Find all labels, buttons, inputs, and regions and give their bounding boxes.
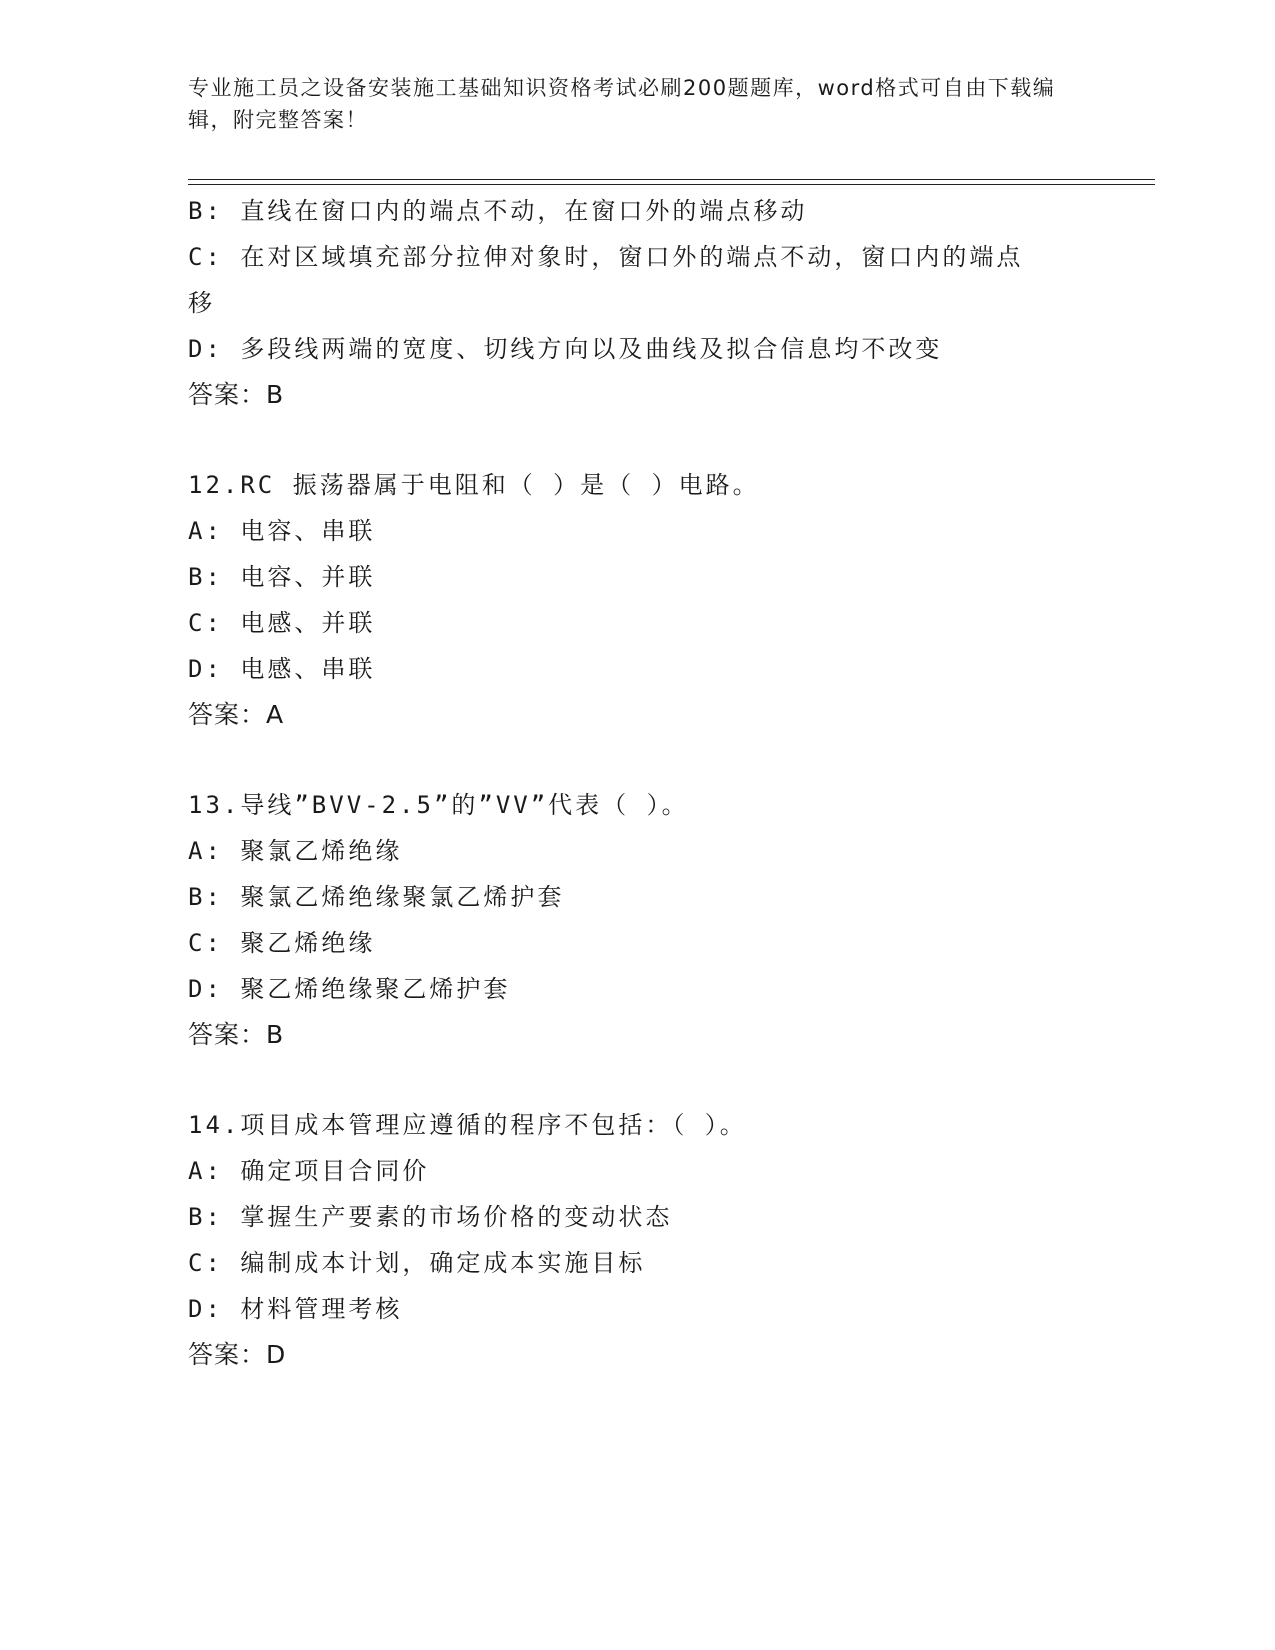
option-c: C: 编制成本计划，确定成本实施目标	[188, 1249, 646, 1277]
option-a: A: 确定项目合同价	[188, 1157, 430, 1185]
option-a: A: 电容、串联	[188, 517, 376, 545]
question-14	[188, 1102, 1088, 1378]
question-11-tail	[188, 188, 1088, 418]
option-d: D: 聚乙烯绝缘聚乙烯护套	[188, 975, 511, 1003]
option-d: D: 多段线两端的宽度、切线方向以及曲线及拟合信息均不改变	[188, 335, 943, 363]
question-stem: 13.导线”BVV-2.5”的”VV”代表（ ）。	[188, 791, 689, 819]
option-d: D: 材料管理考核	[188, 1295, 403, 1323]
answer: 答案：A	[188, 700, 285, 729]
option-b: B: 掌握生产要素的市场价格的变动状态	[188, 1203, 673, 1231]
header-rule-bottom	[188, 184, 1155, 185]
spacer	[188, 738, 1088, 782]
question-12	[188, 462, 1088, 738]
option-d: D: 电感、串联	[188, 655, 376, 683]
option-c: C: 电感、并联	[188, 609, 376, 637]
spacer	[188, 418, 1088, 462]
question-13	[188, 782, 1088, 1058]
option-b: B: 直线在窗口内的端点不动，在窗口外的端点移动	[188, 197, 808, 225]
spacer	[188, 1058, 1088, 1102]
question-stem: 12.RC 振荡器属于电阻和（ ）是（ ）电路。	[188, 471, 760, 499]
option-c-continued: 移	[188, 289, 215, 317]
option-c: C: 聚乙烯绝缘	[188, 929, 376, 957]
option-a: A: 聚氯乙烯绝缘	[188, 837, 403, 865]
header-text: 专业施工员之设备安装施工基础知识资格考试必刷200题题库，word格式可自由下载编辑，附完整答案！	[188, 76, 1056, 132]
option-b: B: 聚氯乙烯绝缘聚氯乙烯护套	[188, 883, 565, 911]
question-stem: 14.项目成本管理应遵循的程序不包括：（ ）。	[188, 1111, 747, 1139]
header-rule-top	[188, 179, 1155, 180]
option-c: C: 在对区域填充部分拉伸对象时，窗口外的端点不动，窗口内的端点	[188, 243, 1024, 271]
question-list	[188, 188, 1088, 1378]
answer: 答案：D	[188, 1340, 287, 1369]
document-header	[188, 72, 1088, 136]
option-b: B: 电容、并联	[188, 563, 376, 591]
answer: 答案：B	[188, 380, 285, 409]
answer: 答案：B	[188, 1020, 285, 1049]
